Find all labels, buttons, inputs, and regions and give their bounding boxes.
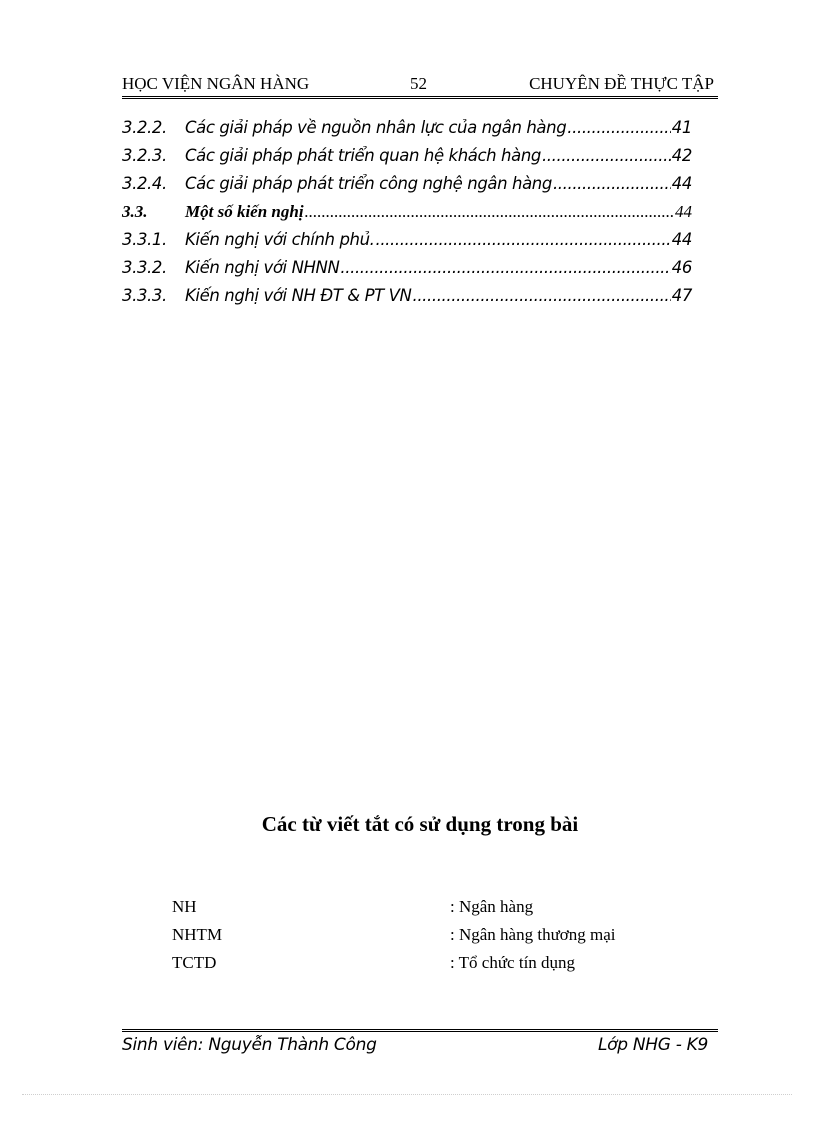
toc-entry-number: 3.3. [122, 202, 148, 221]
toc-entry [122, 146, 692, 174]
toc-entry-page: 42 [671, 146, 692, 165]
page-edge-divider [22, 1094, 792, 1095]
toc-leader-dots [305, 202, 674, 222]
toc-entry-page: 47 [671, 286, 692, 305]
toc-entry-page: 46 [671, 258, 692, 277]
page-header [122, 70, 718, 96]
toc-entry-title: Các giải pháp phát triển quan hệ khách hàng [185, 146, 541, 165]
abbreviation-row [172, 925, 692, 953]
abbreviation-term: NHTM [172, 925, 223, 944]
abbreviation-term: NH [172, 897, 197, 916]
toc-entry-page: 41 [671, 118, 692, 137]
footer-class: Lớp NHG - K9 [597, 1035, 708, 1055]
footer-student: Sinh viên: Nguyễn Thành Công [122, 1035, 377, 1055]
toc-entry-title: Kiến nghị với NHNN [185, 258, 340, 277]
toc-entry [122, 286, 692, 314]
toc-entry-page: 44 [675, 202, 692, 221]
toc-entry-number: 3.2.4. [122, 174, 167, 193]
toc-entry-title: Kiến nghị với NH ĐT & PT VN [185, 286, 412, 305]
toc-leader-dots [340, 258, 670, 277]
toc-leader-dots [375, 230, 670, 249]
header-institution: HỌC VIỆN NGÂN HÀNG [122, 74, 310, 93]
toc-entry [122, 230, 692, 258]
abbreviation-definition: : Tổ chức tín dụng [450, 953, 576, 972]
toc-entry-page: 44 [671, 174, 692, 193]
toc-entry-number: 3.3.2. [122, 258, 167, 277]
toc-leader-dots [553, 174, 671, 193]
toc-entry [122, 174, 692, 202]
toc-entry-section [122, 202, 692, 230]
toc-leader-dots [567, 118, 671, 137]
header-document-type: CHUYÊN ĐỀ THỰC TẬP [529, 74, 714, 93]
toc-entry-page: 44 [671, 230, 692, 249]
abbreviation-term: TCTD [172, 953, 217, 972]
toc-entry-title: Kiến nghị với chính phủ. [185, 230, 375, 249]
toc-entry-title: Các giải pháp về nguồn nhân lực của ngân hàng [185, 118, 567, 137]
abbreviation-row [172, 953, 692, 981]
abbreviation-row [172, 897, 692, 925]
abbreviation-definition: : Ngân hàng [450, 897, 534, 916]
header-page-number: 52 [410, 74, 427, 93]
toc-entry-title: Các giải pháp phát triển công nghệ ngân hàng [185, 174, 552, 193]
toc-entry-number: 3.3.1. [122, 230, 167, 249]
toc-entry-number: 3.2.3. [122, 146, 167, 165]
toc-leader-dots [412, 286, 670, 305]
toc-entry [122, 258, 692, 286]
toc-entry-number: 3.3.3. [122, 286, 167, 305]
abbreviations-list [172, 897, 692, 981]
footer-rule [122, 1029, 718, 1032]
abbreviation-definition: : Ngân hàng thương mại [450, 925, 616, 944]
table-of-contents [122, 118, 692, 314]
toc-entry [122, 118, 692, 146]
header-rule [122, 96, 718, 99]
toc-leader-dots [542, 146, 671, 165]
toc-entry-title: Một số kiến nghị [185, 202, 304, 221]
toc-entry-number: 3.2.2. [122, 118, 167, 137]
abbreviations-heading: Các từ viết tắt có sử dụng trong bài [261, 812, 579, 836]
